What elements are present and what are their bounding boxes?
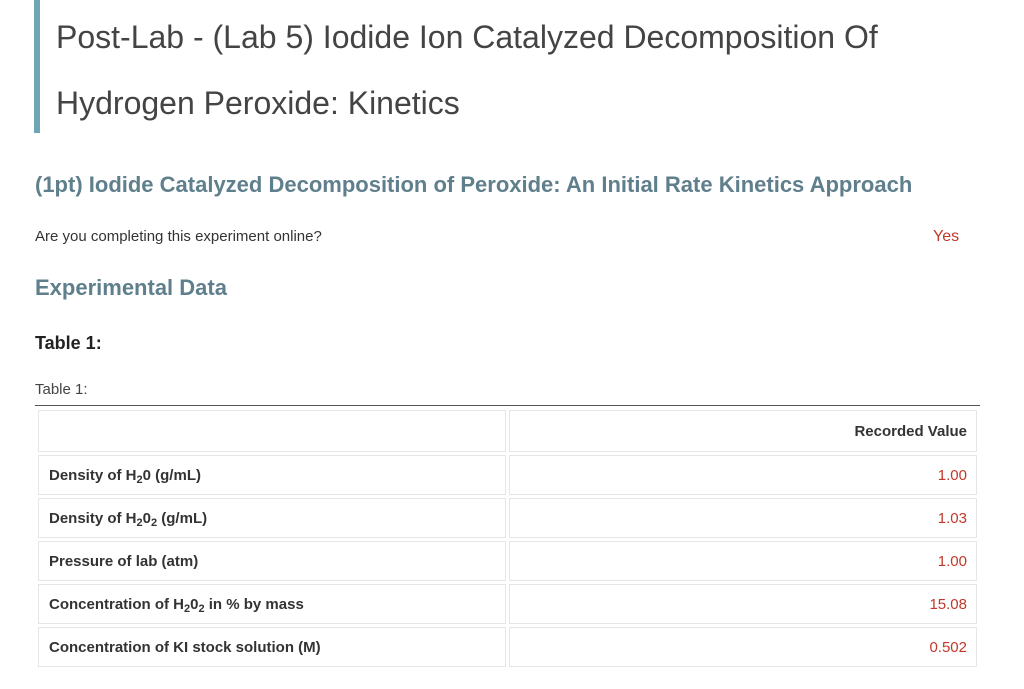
table-heading: Table 1: (35, 333, 102, 353)
row-label-concentration-peroxide: Concentration of $H_20_2$ in % by mass (38, 584, 506, 624)
table-row (38, 455, 977, 495)
column-header-recorded-value: Recorded Value (509, 410, 977, 452)
row-value-concentration-peroxide: 15.08 (509, 584, 977, 624)
table-row (38, 627, 977, 667)
page-title-block (34, 0, 994, 133)
row-label-density-water: Density of $H_20$ (g/mL) (38, 455, 506, 495)
table-row (38, 584, 977, 624)
row-value-density-peroxide: 1.03 (509, 498, 977, 538)
online-question-label: Are you completing this experiment online? (35, 228, 322, 245)
question-title: (1pt) Iodide Catalyzed Decomposition of Peroxide: An Initial Rate Kinetics Approach (35, 172, 913, 197)
table-row (38, 541, 977, 581)
row-value-density-water: 1.00 (509, 455, 977, 495)
experimental-data-table (35, 407, 980, 670)
table-caption: Table 1: (35, 381, 88, 398)
table-row (38, 498, 977, 538)
page-title: Post-Lab - (Lab 5) Iodide Ion Catalyzed Decomposition Of Hydrogen Peroxide: Kinetics (56, 19, 878, 121)
online-answer-value: Yes (933, 228, 960, 245)
row-label-pressure: Pressure of lab (atm) (38, 541, 506, 581)
row-value-pressure: 1.00 (509, 541, 977, 581)
row-value-concentration-ki: 0.502 (509, 627, 977, 667)
table-header-empty-cell (38, 410, 506, 452)
table-header-row (38, 410, 977, 452)
row-label-density-peroxide: Density of $H_20_2$ (g/mL) (38, 498, 506, 538)
table-divider (35, 405, 980, 406)
section-heading-experimental-data: Experimental Data (35, 275, 227, 300)
row-label-concentration-ki: Concentration of KI stock solution (M) (38, 627, 506, 667)
